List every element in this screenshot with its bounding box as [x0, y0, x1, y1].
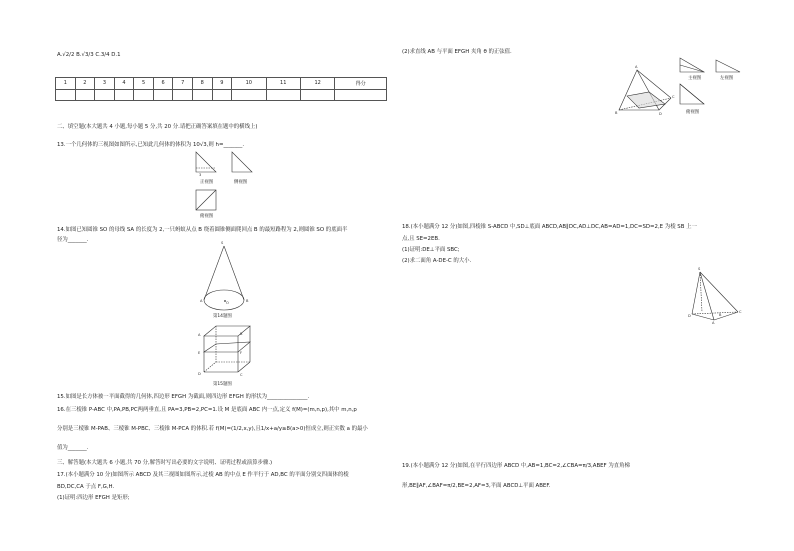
svg-text:B: B — [246, 299, 249, 303]
tetra-front-label: 主视图 — [688, 76, 702, 81]
question-16-line3: 值为_______. — [57, 445, 89, 451]
question-13: 13.一个几何体的三视图如图所示,已知此几何体的体积为 10√3,则 h=_______. — [57, 142, 245, 148]
answer-grid-header-cell: 4 — [114, 78, 134, 90]
tetra-side-view — [716, 60, 740, 72]
answer-grid-header-cell: 5 — [134, 78, 154, 90]
q13-top-view — [196, 190, 216, 210]
q13-front-label: 正视图 — [200, 180, 214, 185]
svg-text:B: B — [240, 332, 243, 336]
question-19-line1: 19.(本小题满分 12 分)如图,在平行四边形 ABCD 中,AB=1,BC=2,∠CBA=π/3,ABEF 为直角梯 — [402, 463, 630, 469]
answer-grid — [55, 77, 387, 101]
svg-text:A: A — [198, 333, 201, 337]
answer-grid-blank-row — [56, 89, 387, 101]
svg-text:B: B — [719, 313, 722, 317]
answer-grid-blank-cell — [335, 89, 387, 101]
question-14-line1: 14.如图已知圆锥 SO 的母线 SA 的长度为 2,一只蚂蚁从点 B 绕着圆锥侧面爬回点 B 的最短路程为 2,则圆锥 SO 的底面半 — [57, 227, 348, 233]
answer-grid-header-cell: 1 — [56, 78, 76, 90]
answer-grid-blank-cell — [134, 89, 154, 101]
q13-side-view — [232, 152, 252, 172]
answer-grid-blank-cell — [212, 89, 232, 101]
answer-grid-blank-cell — [56, 89, 76, 101]
answer-grid-header-cell: 10 — [232, 78, 266, 90]
question-18-line1: 18.(本小题满分 12 分)如图,四棱锥 S-ABCD 中,SD⊥底面 ABCD,AB∥DC,AD⊥DC,AB=AD=1,DC=SD=2,E 为棱 SB 上一 — [402, 224, 697, 230]
question-17-part2: (2)求直线 AB 与平面 EFGH 夹角 θ 的正弦值. — [402, 49, 512, 55]
question-14-line2: 径为_______. — [57, 237, 89, 243]
answer-grid-blank-cell — [232, 89, 266, 101]
svg-text:A: A — [635, 65, 638, 69]
tetra-front-view — [680, 58, 704, 72]
answer-grid-blank-cell — [153, 89, 173, 101]
svg-text:C: C — [240, 373, 243, 377]
svg-text:C: C — [739, 310, 742, 314]
answer-grid-blank-cell — [266, 89, 300, 101]
svg-text:F: F — [240, 351, 243, 355]
svg-text:A: A — [712, 321, 715, 325]
answer-grid-blank-cell — [114, 89, 134, 101]
svg-text:D: D — [659, 112, 662, 116]
section2-title: 二、填空题(本大题共 4 小题,每小题 5 分,共 20 分.请把正确答案填在题中的横线上) — [57, 124, 258, 130]
q13-side-label: 侧视图 — [234, 180, 248, 185]
pyramid-figure — [688, 268, 744, 324]
answer-grid-header-cell: 6 — [153, 78, 173, 90]
tetra-side-label: 左视图 — [720, 76, 734, 81]
q13-three-views — [196, 152, 256, 222]
question-17-line2: BD,DC,CA 于点 F,G,H. — [57, 484, 115, 490]
svg-text:D: D — [198, 372, 201, 376]
fig14-caption: 第14题图 — [213, 314, 232, 319]
answer-grid-header-row — [56, 78, 387, 90]
answer-grid-blank-cell — [192, 89, 212, 101]
question-15: 15.如图是长方体被一平面截得的几何体,四边形 EFGH 为截面,则四边形 EFGH 的形状为_______________. — [57, 394, 310, 400]
q13-top-label: 俯视图 — [200, 214, 214, 219]
q12-choices: A.√2/2 B.√3/3 C.3/4 D.1 — [57, 52, 121, 58]
tetra-top-label: 俯视图 — [686, 110, 700, 115]
cone-figure — [200, 241, 260, 316]
q13-front-view — [196, 152, 216, 177]
svg-text:O: O — [226, 301, 229, 305]
answer-grid-header-cell: 7 — [173, 78, 193, 90]
answer-grid-blank-cell — [173, 89, 193, 101]
answer-grid-header-cell: 3 — [95, 78, 115, 90]
answer-grid-header-cell: 得分 — [335, 78, 387, 90]
answer-grid-header-cell: 12 — [300, 78, 334, 90]
tetra-top-view — [680, 84, 704, 104]
fig15-caption: 第15题图 — [213, 382, 232, 387]
answer-grid-header-cell: 9 — [212, 78, 232, 90]
tetrahedron-figure — [615, 58, 675, 116]
cuboid-figure — [198, 322, 258, 382]
svg-text:C: C — [672, 95, 675, 99]
svg-text:A: A — [200, 299, 203, 303]
answer-grid-header-cell: 8 — [192, 78, 212, 90]
answer-grid-header-cell: 11 — [266, 78, 300, 90]
question-19-line2: 形,BE∥AF,∠BAF=π/2,BE=2,AF=3,平面 ABCD⊥平面 ABEF. — [402, 483, 551, 489]
svg-text:S: S — [698, 267, 701, 271]
svg-text:E: E — [198, 351, 201, 355]
question-16-line2: 分别是三棱锥 M-PAB、三棱锥 M-PBC、三棱锥 M-PCA 的体积.若 f(M)=(1/2,x,y),且1/x+a/y≥8(a>0)恒成立,则正实数 a 的最小 — [57, 426, 368, 432]
svg-text:B: B — [615, 111, 618, 115]
answer-grid-blank-cell — [75, 89, 95, 101]
answer-grid-blank-cell — [300, 89, 334, 101]
question-16-line1: 16.在三棱锥 P-ABC 中,PA,PB,PC两两垂直,且 PA=3,PB=2,PC=1.设 M 是底面 ABC 内一点,定义 f(M)=(m,n,p),其中 m,n,p — [57, 407, 357, 413]
question-17-line3: (1)证明:四边形 EFGH 是矩形; — [57, 495, 130, 501]
svg-text:D: D — [688, 314, 691, 318]
tetra-three-views — [676, 56, 742, 108]
question-17-line1: 17.(本小题满分 10 分)如图所示 ABCD 及其三视图如图所示,过棱 AB 的中点 E 作平行于 AD,BC 的平面分别交四面体的棱 — [57, 472, 349, 478]
question-18-line4: (2)求二面角 A-DE-C 的大小. — [402, 258, 472, 264]
question-18-line3: (1)证明:DE⊥平面 SBC; — [402, 247, 460, 253]
answer-grid-blank-cell — [95, 89, 115, 101]
section3-title: 三、解答题(本大题共 6 小题,共 70 分,解答时写出必要的文字说明、证明过程或演算步骤.) — [57, 460, 273, 466]
question-18-line2: 点,且 SE=2EB. — [402, 236, 440, 242]
svg-text:S: S — [221, 241, 224, 245]
answer-grid-header-cell: 2 — [75, 78, 95, 90]
svg-text:3: 3 — [199, 173, 202, 177]
